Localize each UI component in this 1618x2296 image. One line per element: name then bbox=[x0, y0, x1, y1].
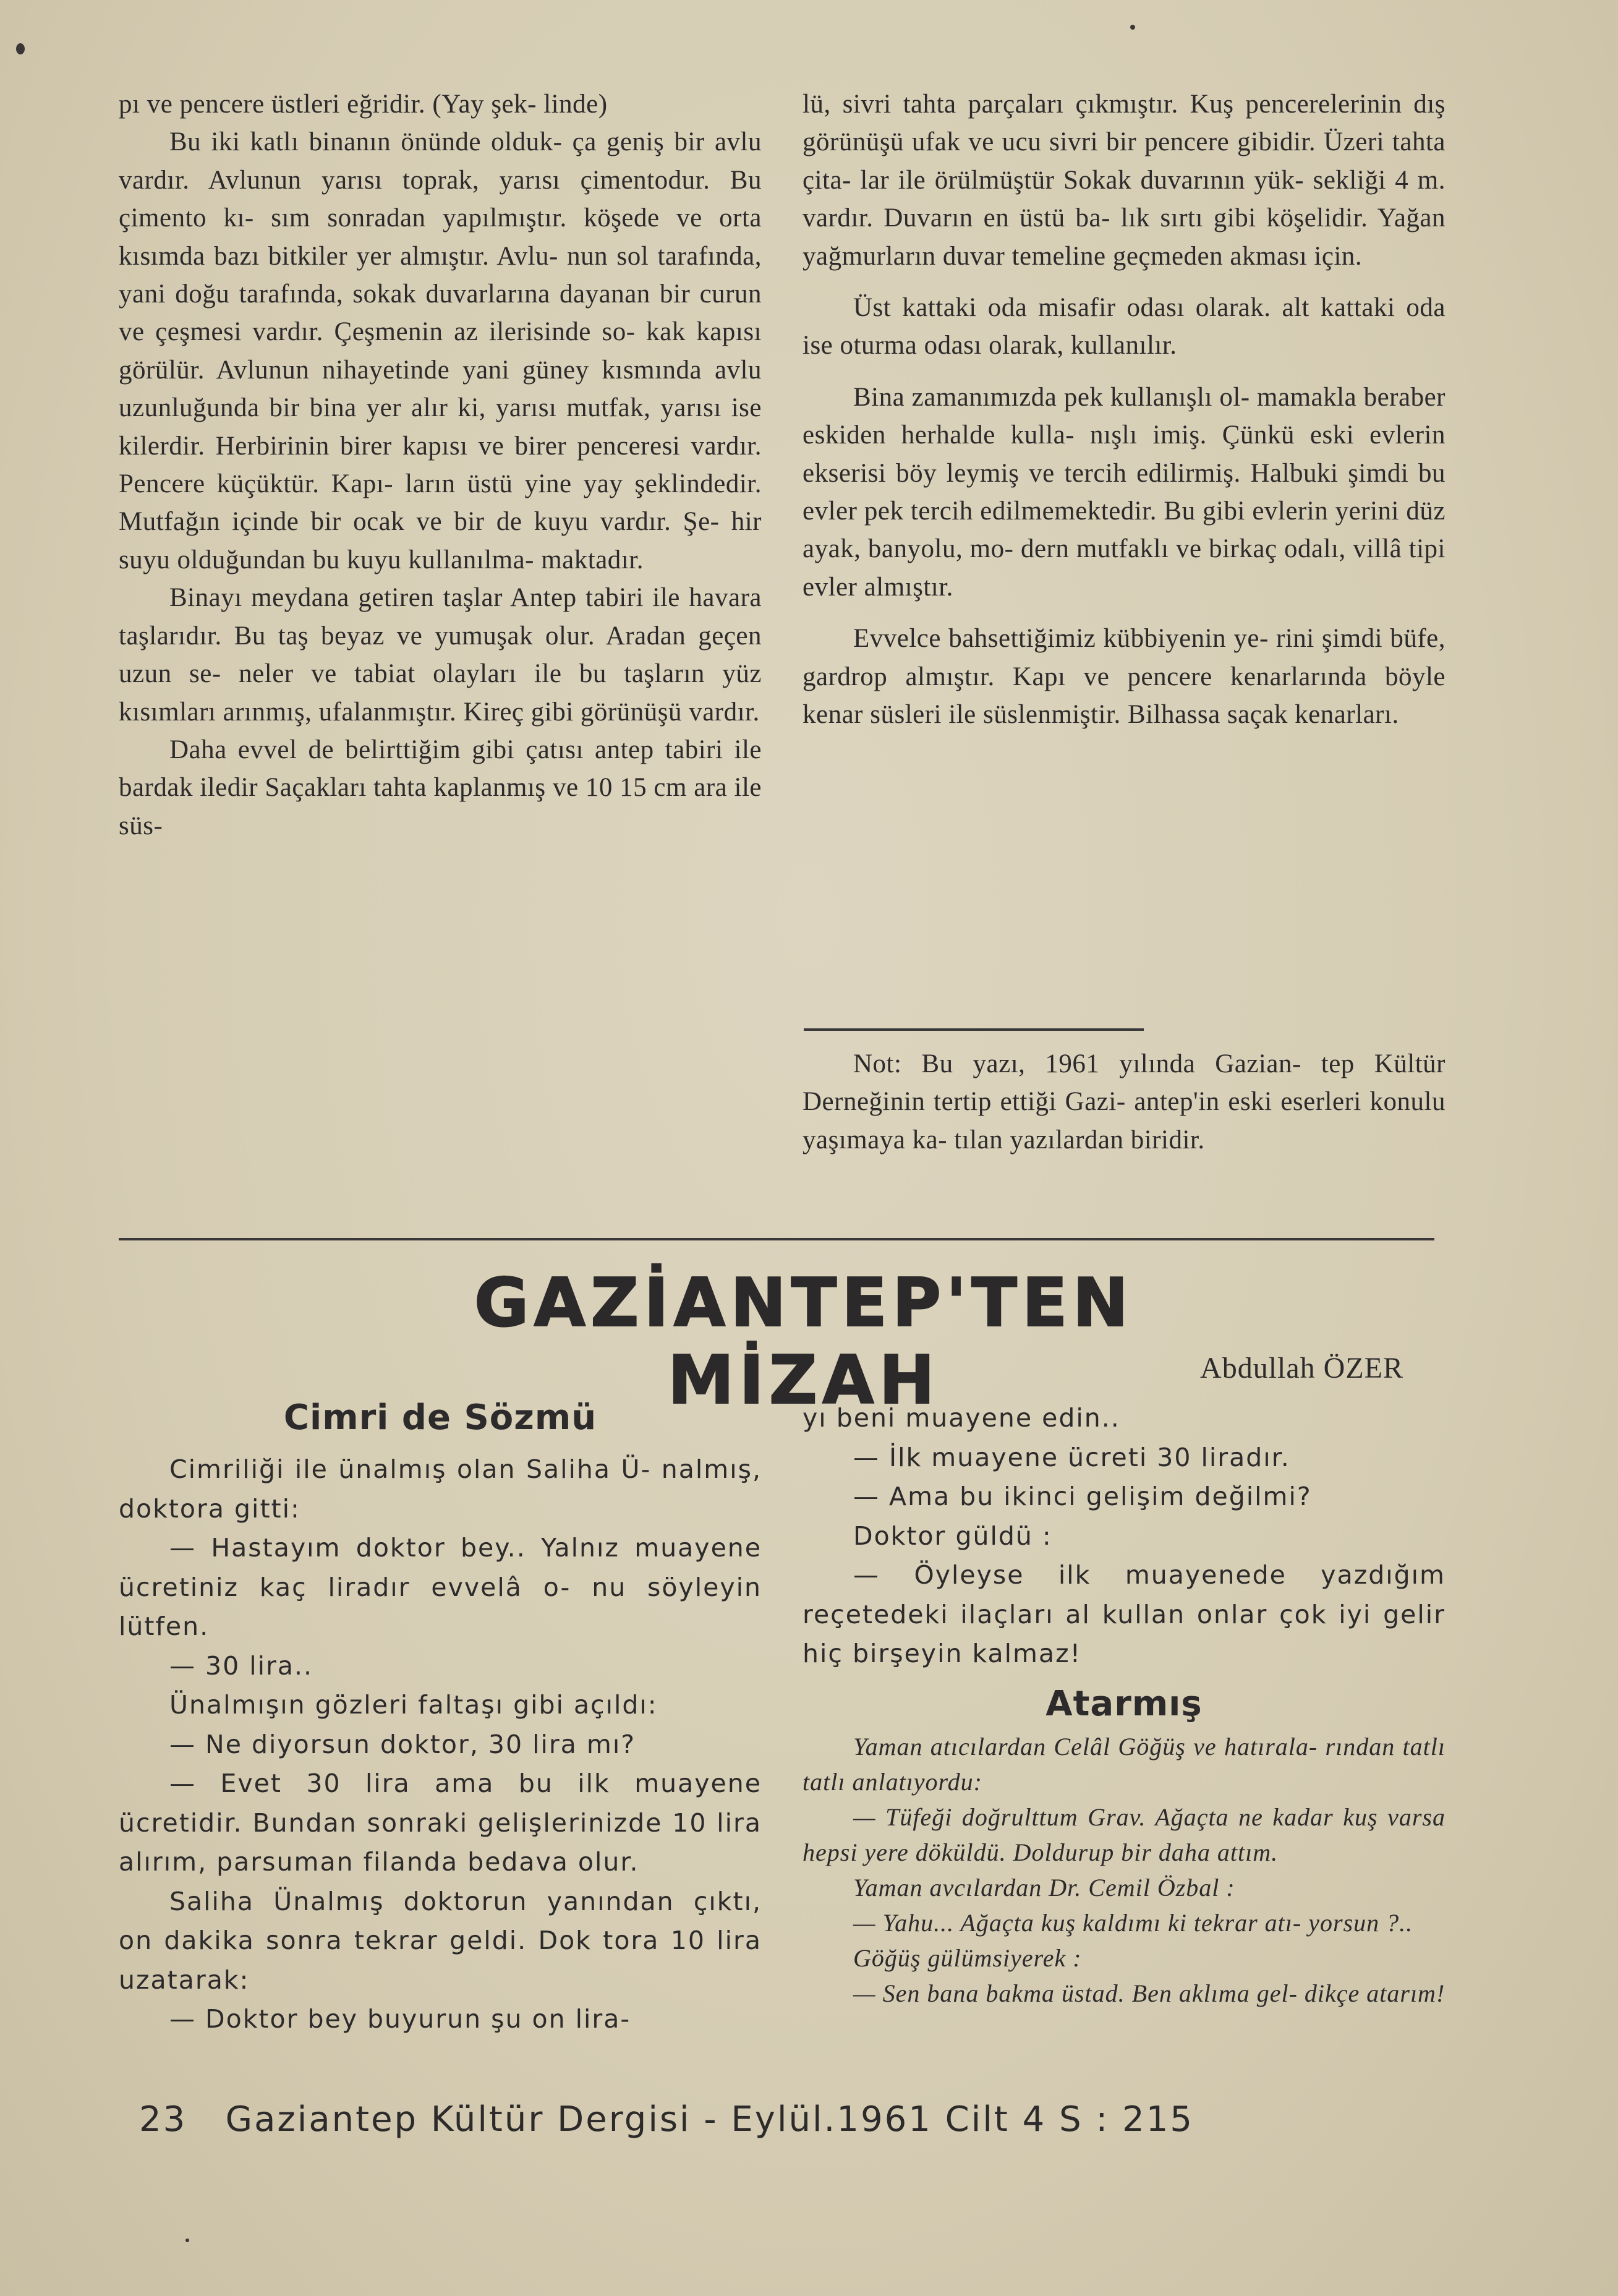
article-paragraph: Evvelce bahsettiğimiz kübbiyenin ye- rini şimdi büfe, gardrop almıştır. Kapı ve pencere kenarlarında böyle kenar süsleri ile süslenmiştir. Bilhassa saçak kenarları. bbox=[803, 624, 1446, 730]
story-paragraph: — Öyleyse ilk muayenede yazdığım reçetedeki ilaçları al kullan onlar çok iyi gelir hiç birşeyin kalmaz! bbox=[803, 1560, 1446, 1668]
story-paragraph: — 30 lira.. bbox=[169, 1650, 313, 1681]
story-paragraph: yı beni muayene edin.. bbox=[803, 1403, 1120, 1433]
story-title: Atarmış bbox=[1045, 1683, 1203, 1724]
story-paragraph: — Tüfeği doğrulttum Grav. Ağaçta ne kadar kuş varsa hepsi yere döküldü. Doldurup bir daha attım. bbox=[803, 1803, 1446, 1866]
article-note: Not: Bu yazı, 1961 yılında Gazian- tep Kültür Derneğinin tertip ettiği Gazi- antep'in eski eserleri konulu yaşımaya ka- tılan yazılardan biridir. bbox=[803, 1049, 1446, 1154]
paper-speck bbox=[1130, 25, 1135, 30]
story-paragraph: Yaman avcılardan Dr. Cemil Özbal : bbox=[853, 1873, 1235, 1901]
article-paragraph: Bina zamanımızda pek kullanışlı ol- mamakla beraber eskiden herhalde kulla- nışlı imiş. Çünkü eski evlerin ekserisi böy leymiş ve tercih edilirmiş. Halbuki şimdi bu evler pek tercih edilmemektedir. Bu gibi evlerin yerini düz ayak, banyolu, mo- dern mutfaklı ve birkaç odalı, villâ tipi evler almıştır. bbox=[803, 382, 1446, 602]
story-paragraph: Ünalmışın gözleri faltaşı gibi açıldı: bbox=[169, 1690, 658, 1720]
article-paragraph: Daha evvel de belirttiğim gibi çatısı antep tabiri ile bardak iledir Saçakları tahta kaplanmış ve 10 15 cm ara ile süs- bbox=[119, 735, 762, 840]
story-paragraph: Göğüş gülümsiyerek : bbox=[853, 1944, 1082, 1972]
note-divider bbox=[804, 1028, 1144, 1031]
story-column-right bbox=[803, 1399, 1446, 2011]
story-paragraph: Yaman atıcılardan Celâl Göğüş ve hatırala- rından tatlı tatlı anlatıyordu: bbox=[803, 1732, 1446, 1796]
article-note-block bbox=[803, 1045, 1446, 1159]
story-paragraph: — Yahu... Ağaçta kuş kaldımı ki tekrar atı- yorsun ?.. bbox=[853, 1908, 1413, 1937]
story-paragraph: — Hastayım doktor bey.. Yalnız muayene ücretiniz kaç liradır evvelâ o- nu söyleyin lütfen. bbox=[119, 1533, 762, 1641]
article-paragraph: Üst kattaki oda misafir odası olarak. alt kattaki oda ise oturma odası olarak, kullanılır. bbox=[803, 293, 1446, 361]
author-byline: Abdullah ÖZER bbox=[1200, 1352, 1403, 1385]
page-number: 23 bbox=[139, 2099, 187, 2140]
story-title: Cimri de Sözmü bbox=[283, 1398, 597, 1438]
story-paragraph: — Doktor bey buyurun şu on lira- bbox=[169, 2004, 631, 2034]
article-paragraph: pı ve pencere üstleri eğridir. (Yay şek- linde) bbox=[119, 90, 608, 119]
journal-info: Gaziantep Kültür Dergisi - Eylül.1961 Cilt 4 S : 215 bbox=[225, 2099, 1194, 2140]
section-title: GAZİANTEP'TEN MİZAH bbox=[474, 1265, 1134, 1419]
article-paragraph: Binayı meydana getiren taşlar Antep tabiri ile havara taşlarıdır. Bu taş beyaz ve yumuşak olur. Aradan geçen uzun se- neler ve tabiat olayları ile bu taşların yüz kısımları arınmış, ufalanmıştır. Kireç gibi görünüşü vardır. bbox=[119, 583, 762, 727]
story-paragraph: — Ama bu ikinci gelişim değilmi? bbox=[853, 1482, 1312, 1511]
story-paragraph: Saliha Ünalmış doktorun yanından çıktı, on dakika sonra tekrar geldi. Dok tora 10 lira uzatarak: bbox=[119, 1886, 762, 1995]
story-column-left bbox=[119, 1398, 762, 2039]
paper-speck bbox=[185, 2238, 189, 2242]
story-paragraph: Doktor güldü : bbox=[853, 1521, 1052, 1551]
paper-speck bbox=[16, 43, 25, 54]
article-column-right bbox=[803, 85, 1446, 734]
story-paragraph: — Ne diyorsun doktor, 30 lira mı? bbox=[169, 1729, 636, 1759]
article-paragraph: Bu iki katlı binanın önünde olduk- ça geniş bir avlu vardır. Avlunun yarısı toprak, yarısı çimentodur. Bu çimento kı- sım sonradan yapılmıştır. köşede ve orta kısımda bazı bitkiler yer almıştır. Avlu- nun sol tarafında, yani doğu tarafında, sokak duvarlarına dayanan bir curun ve çeşmesi vardır. Çeşmenin az ilerisinde so- kak kapısı görülür. Avlunun nihayetinde yani güney kısmında avlu uzunluğunda bir bina yer alır ki, yarısı mutfak, yarısı ise kilerdir. Herbirinin birer kapısı ve birer penceresi vardır. Pencere küçüktür. Kapı- ların üstü yine yay şeklindedir. Mutfağın içinde bir ocak ve bir de kuyu vardır. Şe- hir suyu olduğundan bu kuyu kullanılma- maktadır. bbox=[119, 127, 762, 574]
story-paragraph: — Sen bana bakma üstad. Ben aklıma gel- dikçe atarım! bbox=[853, 1979, 1446, 2007]
story-paragraph: Cimriliği ile ünalmış olan Saliha Ü- nalmış, doktora gitti: bbox=[119, 1454, 762, 1524]
article-paragraph: lü, sivri tahta parçaları çıkmıştır. Kuş pencerelerinin dış görünüşü ufak ve ucu sivri bir pencere gibidir. Üzeri tahta çita- lar ile örülmüştür Sokak duvarının yük- sekliği 4 m. vardır. Duvarın en üstü ba- lık sırtı gibi köşelidir. Yağan yağmurların duvar temeline geçmeden akması için. bbox=[803, 90, 1446, 271]
story-paragraph: — İlk muayene ücreti 30 liradır. bbox=[853, 1442, 1290, 1472]
article-column-left bbox=[119, 85, 762, 845]
page-footer bbox=[139, 2099, 1437, 2140]
story-paragraph: — Evet 30 lira ama bu ilk muayene ücretidir. Bundan sonraki gelişlerinizde 10 lira alırım, parsuman filanda bedava olur. bbox=[119, 1769, 762, 1877]
section-divider bbox=[119, 1238, 1434, 1240]
